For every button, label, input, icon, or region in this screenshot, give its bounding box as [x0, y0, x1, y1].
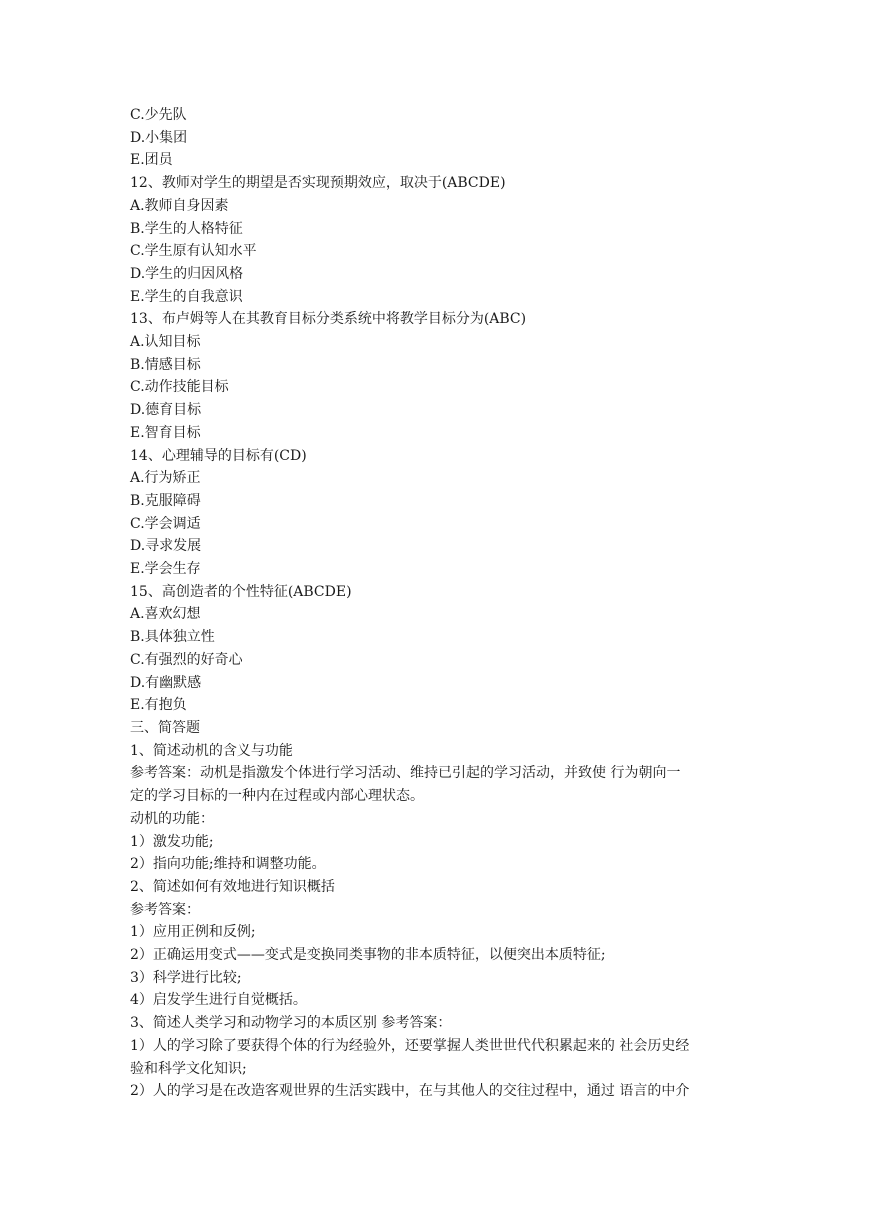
text-line: E.学会生存	[130, 561, 201, 578]
text-line: 3、简述人类学习和动物学习的本质区别 参考答案：	[130, 1015, 452, 1032]
text-line: B.情感目标	[130, 356, 201, 373]
text-line: 动机的功能：	[130, 810, 214, 827]
text-line: 15、高创造者的个性特征(ABCDE)	[130, 583, 352, 600]
text-line: E.智育目标	[130, 424, 201, 441]
text-line: A.认知目标	[130, 334, 201, 351]
text-line: 1）应用正例和反例;	[130, 924, 256, 941]
text-line: 验和科学文化知识;	[130, 1060, 247, 1077]
text-line: C.动作技能目标	[130, 379, 229, 396]
text-line: D.寻求发展	[130, 538, 202, 555]
text-line: 2）指向功能;维持和调整功能。	[130, 856, 326, 873]
text-line: D.德育目标	[130, 402, 202, 419]
text-line: 2）人的学习是在改造客观世界的生活实践中，在与其他人的交往过程中，通过 语言的中介	[130, 1083, 690, 1100]
text-line: 定的学习目标的一种内在过程或内部心理状态。	[130, 788, 424, 805]
text-line: E.团员	[130, 152, 173, 169]
text-line: 14、心理辅导的目标有(CD)	[130, 447, 307, 464]
text-line: D.小集团	[130, 129, 188, 146]
text-line: 13、布卢姆等人在其教育目标分类系统中将教学目标分为(ABC)	[130, 311, 527, 328]
text-line: E.学生的自我意识	[130, 288, 243, 305]
text-line: 三、简答题	[130, 719, 200, 736]
text-line: A.教师自身因素	[130, 197, 229, 214]
text-line: 2、简述如何有效地进行知识概括	[130, 878, 335, 895]
text-line: 4）启发学生进行自觉概括。	[130, 992, 307, 1009]
text-line: A.喜欢幻想	[130, 606, 201, 623]
text-line: B.学生的人格特征	[130, 220, 243, 237]
text-line: C.少先队	[130, 107, 187, 123]
text-line: 3）科学进行比较;	[130, 969, 242, 986]
text-line: A.行为矫正	[130, 470, 201, 487]
text-line: E.有抱负	[130, 697, 187, 714]
text-line: D.学生的归因风格	[130, 265, 244, 282]
text-line: C.有强烈的好奇心	[130, 651, 243, 668]
text-line: 参考答案：动机是指激发个体进行学习活动、维持已引起的学习活动，并致使 行为朝向一	[130, 765, 681, 782]
text-line: B.具体独立性	[130, 629, 215, 646]
text-line: 2）正确运用变式——变式是变换同类事物的非本质特征，以便突出本质特征;	[130, 947, 606, 964]
text-line: D.有幽默感	[130, 674, 202, 691]
text-line: 1）激发功能;	[130, 833, 214, 850]
text-line: 参考答案：	[130, 901, 200, 918]
text-line: B.克服障碍	[130, 492, 201, 509]
text-line: 1、简述动机的含义与功能	[130, 742, 293, 759]
text-line: C.学生原有认知水平	[130, 243, 257, 260]
text-line: 1）人的学习除了要获得个体的行为经验外，还要掌握人类世世代代积累起来的 社会历史经	[130, 1037, 690, 1054]
text-line: 12、教师对学生的期望是否实现预期效应，取决于(ABCDE)	[130, 175, 506, 192]
text-line: C.学会调适	[130, 515, 201, 532]
document-body	[130, 104, 742, 1103]
